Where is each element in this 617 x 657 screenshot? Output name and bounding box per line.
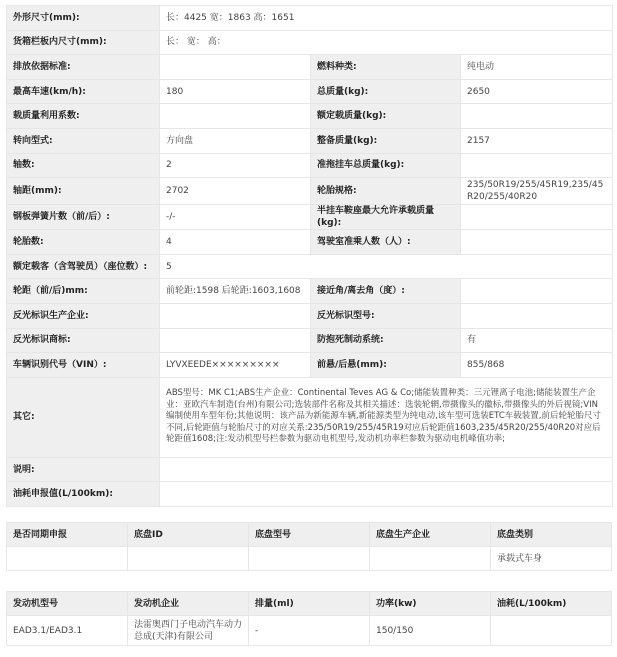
spec-row-dimensions [7,6,613,31]
spec-value [160,303,311,328]
spec-value: 180 [160,79,311,104]
spec-label: 准拖挂车总质量(kg): [311,153,461,178]
column-header: 是否同期申报 [7,523,128,547]
spec-value: 方向盘 [160,128,311,153]
column-header: 底盘类别 [491,523,612,547]
column-header: 发动机企业 [128,592,249,616]
spec-value: 235/50R19/255/45R19,235/45R20/255/40R20 [461,178,613,205]
spec-value [160,457,613,482]
spec-row-seats [7,254,613,279]
spec-label: 轴距(mm): [7,178,160,205]
spec-label: 轴数: [7,153,160,178]
spec-row [7,303,613,328]
spec-label: 整备质量(kg): [311,128,461,153]
spec-row-other [7,377,613,457]
table-row [7,547,612,571]
spec-row [7,128,613,153]
spec-row [7,104,613,129]
chassis-header-row [7,523,612,547]
column-header: 底盘型号 [249,523,370,547]
spec-label: 额定载客（含驾驶员）（座位数）: [7,254,160,279]
spec-label: 防抱死制动系统: [311,328,461,353]
spec-row [7,230,613,255]
spec-label: 载质量利用系数: [7,104,160,129]
spec-label: 反光标识生产企业: [7,303,160,328]
spec-row [7,279,613,304]
column-header: 油耗(L/100km) [491,592,612,616]
spec-label: 接近角/离去角（度）: [311,279,461,304]
spec-value: -/- [160,205,311,230]
spec-label: 排放依据标准: [7,55,160,80]
spec-value [461,205,613,230]
spec-value [160,482,613,507]
column-header: 底盘ID [128,523,249,547]
column-header: 功率(kw) [370,592,491,616]
table-cell [128,547,249,571]
spec-label: 其它: [7,377,160,457]
spec-value: 5 [160,254,613,279]
spec-value: 2157 [461,128,613,153]
table-cell [7,547,128,571]
spec-label: 最高车速(km/h): [7,79,160,104]
spec-row [7,55,613,80]
table-cell: 法雷奥西门子电动汽车动力总成(天津)有限公司 [128,616,249,646]
spec-row [7,328,613,353]
vehicle-spec-table [6,5,613,507]
spec-row [7,79,613,104]
spec-row [7,205,613,230]
spec-label: 总质量(kg): [311,79,461,104]
spec-label: 钢板弹簧片数（前/后）: [7,205,160,230]
spec-label: 反光标识商标: [7,328,160,353]
spec-label: 说明: [7,457,160,482]
column-header: 排量(ml) [249,592,370,616]
spec-label: 转向型式: [7,128,160,153]
spec-row-cargo-dimensions [7,30,613,55]
engine-header-row [7,592,612,616]
chassis-table [6,522,612,571]
spec-label: 外形尺寸(mm): [7,6,160,31]
spec-label: 轮胎规格: [311,178,461,205]
spec-row-fuel-consumption [7,482,613,507]
spec-value: 2650 [461,79,613,104]
spec-row [7,178,613,205]
column-header: 发动机型号 [7,592,128,616]
spec-value: 前轮距:1598 后轮距:1603,1608 [160,279,311,304]
spec-row-notes [7,457,613,482]
spec-label: 货箱栏板内尺寸(mm): [7,30,160,55]
spec-row [7,153,613,178]
spec-label: 车辆识别代号（VIN）: [7,353,160,378]
spec-label: 前悬/后悬(mm): [311,353,461,378]
spec-label: 燃料种类: [311,55,461,80]
spec-value [461,104,613,129]
spec-value [461,279,613,304]
table-cell: 承载式车身 [491,547,612,571]
spec-label: 驾驶室准乘人数（人）: [311,230,461,255]
table-row [7,616,612,646]
spec-label: 轮距（前/后)mm: [7,279,160,304]
column-header: 底盘生产企业 [370,523,491,547]
spec-value: 长： 宽： 高： [160,30,613,55]
spec-label: 反光标识型号: [311,303,461,328]
table-cell [249,547,370,571]
table-cell: EAD3.1/EAD3.1 [7,616,128,646]
spec-row [7,353,613,378]
spec-value: 2702 [160,178,311,205]
spec-label: 额定载质量(kg): [311,104,461,129]
spec-value: 有 [461,328,613,353]
table-cell [370,547,491,571]
spec-label: 半挂车鞍座最大允许承载质量(kg): [311,205,461,230]
spec-value [160,55,311,80]
spec-value: 855/868 [461,353,613,378]
spec-value: 长：4425 宽：1863 高：1651 [160,6,613,31]
spec-value: 纯电动 [461,55,613,80]
spec-value [160,328,311,353]
spec-value: 2 [160,153,311,178]
table-cell: 150/150 [370,616,491,646]
spec-value [461,230,613,255]
spec-value [461,303,613,328]
spec-value-other-notes: ABS型号：MK C1;ABS生产企业：Continental Teves AG & Co;储能装置种类：三元锂离子电池;储能装置生产企业：亚欧汽车制造(台州)有限公司;选装部件名称及其相关描述：选装轮辋,带摄像头的徽标,带摄像头的外后视镜;VIN编制使用车型年份;其他说明：该产品为新能源车辆,新能源类型为纯电动,该车型可选装ETC车载装置,前后轮轮胎尺寸不同,后轮距值与轮胎尺寸的对应关系:235/50R19/255/45R19对应后轮距值1603,235/45R20/255/40R20对应后轮距值1608;注:发动机型号栏参数为驱动电机型号,发动机功率栏参数为驱动电机峰值功率; [160,377,613,457]
spec-value: 4 [160,230,311,255]
spec-value [160,104,311,129]
table-cell: - [249,616,370,646]
spec-label: 油耗申报值(L/100km): [7,482,160,507]
table-cell [491,616,612,646]
spec-value: LYVXEEDE××××××××× [160,353,311,378]
spec-value [461,153,613,178]
engine-table [6,591,612,646]
spec-label: 轮胎数: [7,230,160,255]
